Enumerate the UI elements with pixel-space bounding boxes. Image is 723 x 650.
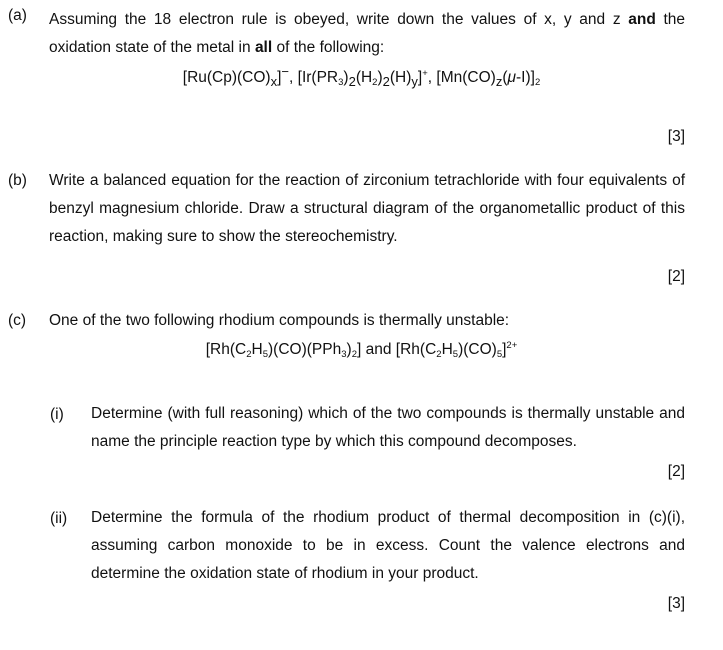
formula-rh2-part: ] — [502, 341, 507, 358]
formula-ir-part: (H) — [389, 69, 412, 86]
formula-rh1-sub: 2 — [246, 349, 252, 360]
formula-rh1-part: )(CO)(PPh — [268, 341, 342, 358]
formula-sep: , — [427, 69, 437, 86]
formula-ir-y: y — [411, 74, 418, 89]
formula-ir-sub: 2 — [382, 74, 390, 89]
formula-ir-close: ] — [417, 69, 423, 86]
formula-rh1-part: H — [251, 341, 263, 358]
formula-ru-open: [Ru(Cp)(CO) — [182, 69, 271, 86]
formula-rh1-sub: 3 — [341, 349, 347, 360]
part-c-ii-question: Determine the formula of the rhodium product of thermal decomposition in (c)(i), assuming carbon monoxide to be in excess. Count the valence electrons and determine the oxidation state of rhodium in your product. — [91, 509, 685, 582]
formula-rh1-part: [Rh(C — [205, 341, 247, 358]
formula-sep: , — [289, 69, 298, 86]
part-b-label: (b) — [8, 172, 27, 189]
formula-rh2-sub: 5 — [452, 349, 459, 360]
formula-and: and — [361, 341, 396, 358]
part-a-formula — [0, 64, 723, 89]
formula-rh2-part: )(CO) — [458, 341, 497, 358]
part-c-ii-label: (ii) — [50, 510, 68, 527]
formula-mn-mu: μ — [507, 69, 516, 86]
part-a-text-2: the oxidation state of the metal in — [49, 11, 686, 56]
formula-ru-charge: − — [281, 64, 290, 79]
formula-ir-part: ) — [377, 69, 383, 86]
formula-rh2-sub: 5 — [496, 349, 503, 360]
part-c-i-label: (i) — [50, 406, 64, 423]
part-c-label: (c) — [8, 312, 27, 329]
formula-rh2-part: [Rh(C — [395, 341, 437, 358]
formula-ru-close: ] — [277, 69, 282, 86]
formula-rh1-sub: 2 — [351, 349, 357, 360]
part-a-question — [49, 6, 685, 62]
part-c-ii-marks: [3] — [667, 595, 685, 612]
formula-ir-sub: 3 — [338, 77, 344, 88]
formula-rh2-charge: 2+ — [506, 340, 518, 351]
part-a-bold-and: and — [628, 11, 656, 28]
part-b-question: Write a balanced equation for the reaction of zirconium tetrachloride with four equivalents of benzyl magnesium chloride. Draw a structural diagram of the organometallic product of this reaction, making sure to show the stereochemistry. — [49, 172, 685, 245]
formula-ru-x: x — [270, 74, 278, 89]
part-a-text-1: Assuming the 18 electron rule is obeyed, write down the values of x, y and z — [49, 11, 629, 28]
formula-rh2-part: H — [441, 341, 453, 358]
part-a-label: (a) — [8, 7, 27, 24]
formula-mn-sub: 2 — [534, 77, 541, 88]
part-a-bold-all: all — [254, 39, 273, 56]
part-a-text-3: of the following: — [272, 39, 385, 56]
part-c-i-marks: [2] — [667, 463, 685, 480]
part-c-question: One of the two following rhodium compounds is thermally unstable: — [49, 312, 510, 329]
formula-ir-part: ) — [343, 69, 349, 86]
formula-rh1-sub: 5 — [262, 349, 269, 360]
formula-rh2-sub: 2 — [436, 349, 442, 360]
part-b-marks: [2] — [667, 268, 685, 285]
formula-ir-open: [Ir(PR — [297, 69, 339, 86]
formula-mn-part: ( — [502, 69, 508, 86]
formula-ir-sub: 2 — [348, 74, 356, 89]
formula-mn-z: z — [495, 74, 503, 89]
part-c-formula — [0, 341, 723, 359]
formula-mn-part: -I)] — [516, 69, 535, 86]
formula-ir-charge: + — [422, 68, 428, 79]
formula-rh1-part: ] — [356, 341, 362, 358]
formula-ir-sub: 2 — [372, 77, 378, 88]
formula-ir-part: (H — [355, 69, 373, 86]
part-c-i-question: Determine (with full reasoning) which of the two compounds is thermally unstable and name the principle reaction type by which this compound decomposes. — [91, 405, 685, 450]
formula-mn-open: [Mn(CO) — [436, 69, 496, 86]
formula-rh1-part: ) — [346, 341, 352, 358]
part-a-marks: [3] — [667, 128, 685, 145]
